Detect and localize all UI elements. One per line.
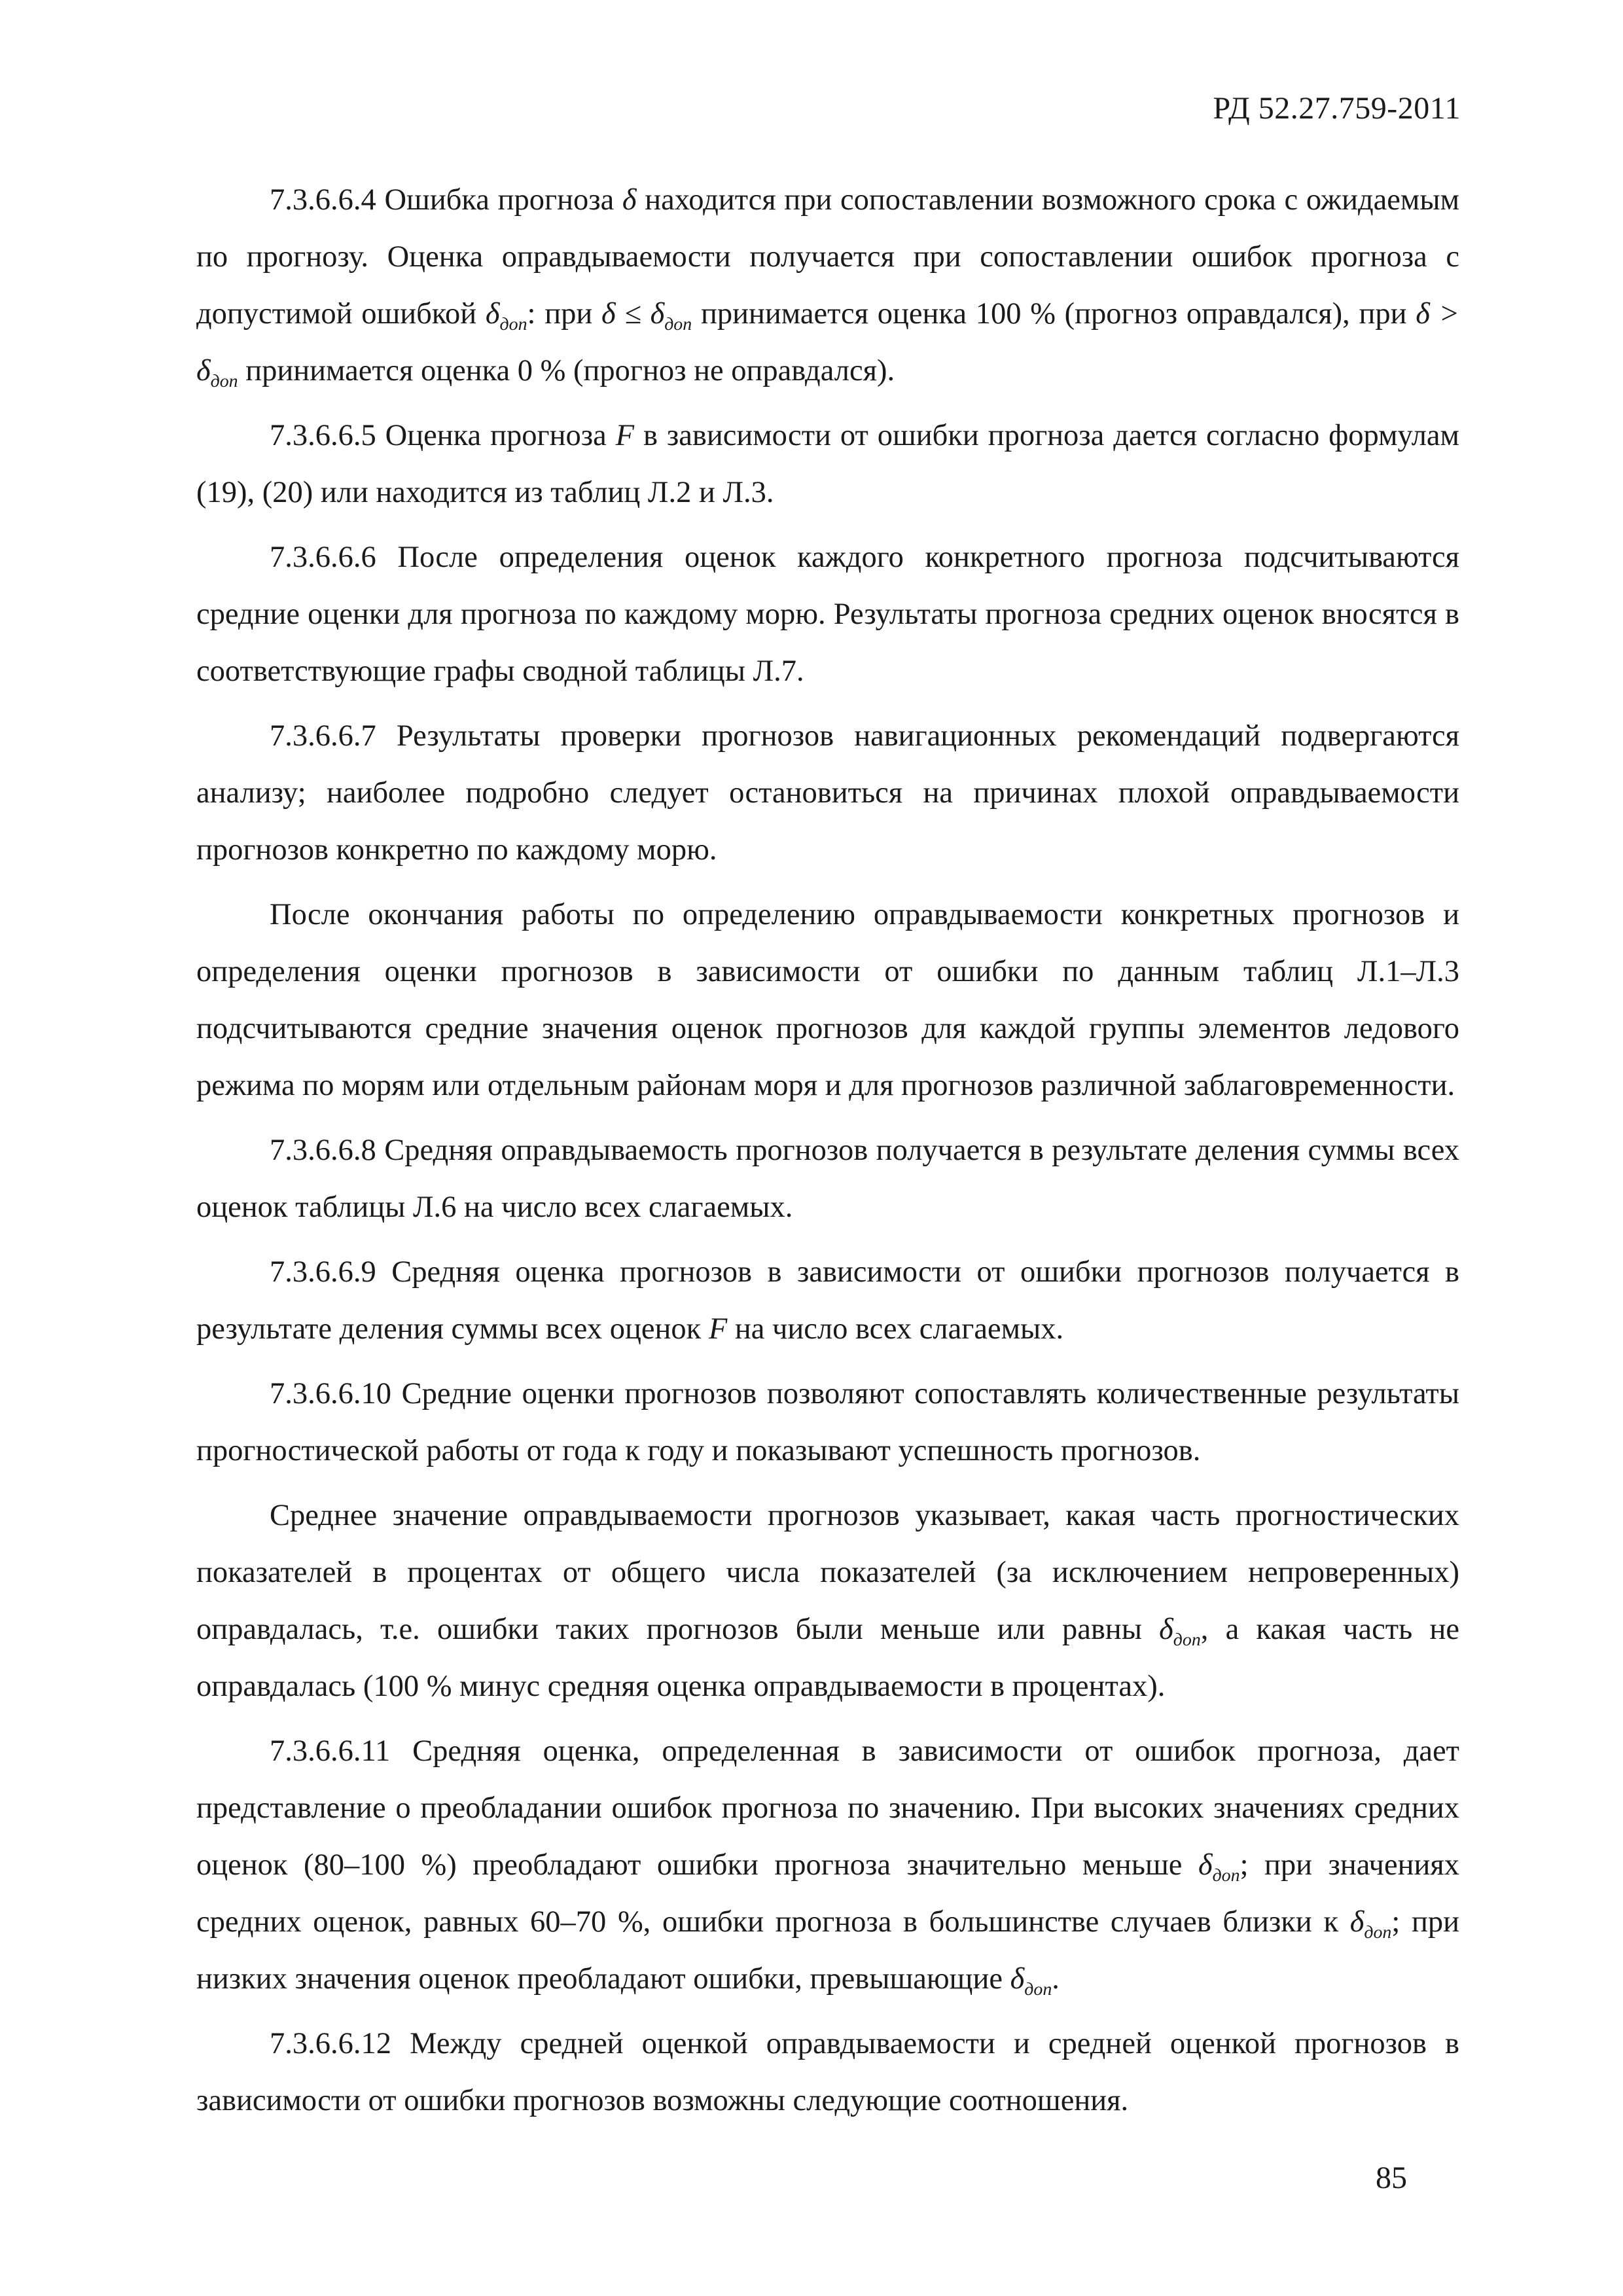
math-symbol	[601, 297, 692, 334]
text-run: 7.3.6.6.5 Оценка прогноза	[270, 419, 616, 452]
text-run: , а какая часть не оправдалась (100 % минус средняя оценка оправдываемости в процентах).	[196, 1613, 1459, 1703]
math-symbol	[1159, 1613, 1201, 1650]
math-base: δ	[485, 297, 500, 331]
paragraph-7-3-6-6-6	[196, 529, 1459, 700]
math-symbol	[1010, 1962, 1052, 2000]
text-run: 7.3.6.6.9 Средняя оценка прогнозов в зависимости от ошибки прогнозов получается в результате деления суммы всех оценок	[196, 1255, 1459, 1346]
paragraph-7-3-6-6-12	[196, 2015, 1459, 2129]
math-base: δ	[1010, 1962, 1025, 1996]
math-subscript: доп	[499, 314, 527, 334]
document-code-header: РД 52.27.759-2011	[1213, 91, 1461, 126]
math-symbol	[622, 183, 637, 217]
math-symbol	[1349, 1905, 1392, 1943]
math-symbol	[616, 419, 634, 452]
text-run: на число всех слагаемых.	[727, 1312, 1064, 1346]
math-base: δ ≤ δ	[601, 297, 665, 331]
text-run: 7.3.6.6.8 Средняя оправдываемость прогнозов получается в результате деления суммы всех оценок таблицы Л.6 на число всех слагаемых.	[196, 1134, 1459, 1224]
math-symbol	[709, 1312, 727, 1346]
document-body	[196, 171, 1459, 2129]
math-base: F	[615, 419, 635, 452]
math-base: F	[708, 1312, 728, 1346]
math-subscript: доп	[1173, 1629, 1201, 1650]
paragraph-7-3-6-6-7	[196, 708, 1459, 878]
math-subscript: доп	[1364, 1922, 1392, 1943]
text-run: 7.3.6.6.6 После определения оценок каждого конкретного прогноза подсчитываются средние оценки для прогноза по каждому морю. Результаты прогноза средних оценок вносятся в соответствующие графы сводной таблицы Л.7.	[196, 541, 1459, 688]
math-base: δ	[1349, 1905, 1364, 1939]
text-run: в зависимости от ошибки прогноза дается согласно формулам (19), (20) или находится из таблиц Л.2 и Л.3.	[196, 419, 1459, 509]
math-base: δ	[1198, 1848, 1213, 1882]
text-run: : при	[527, 297, 601, 331]
text-run: 7.3.6.6.12 Между средней оценкой оправдываемости и средней оценкой прогнозов в зависимости от ошибки прогнозов возможны следующие соотношения.	[196, 2027, 1459, 2117]
math-subscript: доп	[210, 370, 238, 391]
text-run: Среднее значение оправдываемости прогнозов указывает, какая часть прогностических показателей в процентах от общего числа показателей (за исключением непроверенных) оправдалась, т.е. ошибки таких прогнозов были меньше или равны	[196, 1499, 1459, 1646]
page-number: 85	[1376, 2161, 1407, 2195]
text-run: 7.3.6.6.7 Результаты проверки прогнозов навигационных рекомендаций подвергаются анализу; наиболее подробно следует остановиться на причинах плохой оправдываемости прогнозов конкретно по каждому морю.	[196, 719, 1459, 867]
text-run: принимается оценка 0 % (прогноз не оправдался).	[238, 354, 895, 387]
paragraph-7-3-6-6-4	[196, 171, 1459, 399]
math-subscript: доп	[1024, 1979, 1052, 2000]
text-run: .	[1052, 1962, 1060, 1996]
math-base: δ	[1159, 1613, 1173, 1646]
text-run: находится при сопоставлении возможного срока с ожидаемым по прогнозу. Оценка оправдываемости получается при сопоставлении ошибок прогноза с допустимой ошибкой	[196, 183, 1459, 331]
text-run: ; при низких значения оценок преобладают ошибки, превышающие	[196, 1905, 1459, 1996]
math-base: δ > δ	[196, 297, 1459, 387]
text-run: ; при значениях средних оценок, равных 60–70 %, ошибки прогноза в большинстве случаев близки к	[196, 1848, 1459, 1939]
paragraph-mean-value	[196, 1487, 1459, 1715]
text-run: принимается оценка 100 % (прогноз оправдался), при	[692, 297, 1416, 331]
text-run: 7.3.6.6.4 Ошибка прогноза	[270, 183, 622, 217]
paragraph-7-3-6-6-10	[196, 1365, 1459, 1479]
paragraph-7-3-6-6-11	[196, 1723, 1459, 2007]
math-subscript: доп	[1212, 1865, 1240, 1886]
paragraph-7-3-6-6-9	[196, 1244, 1459, 1357]
paragraph-7-3-6-6-8	[196, 1122, 1459, 1236]
text-run: После окончания работы по определению оправдываемости конкретных прогнозов и определения оценки прогнозов в зависимости от ошибки по данным таблиц Л.1–Л.3 подсчитываются средние значения оценок прогнозов для каждой группы элементов ледового режима по морям или отдельным районам моря и для прогнозов различной заблаговременности.	[196, 898, 1459, 1102]
math-symbol	[1198, 1848, 1240, 1886]
math-subscript: доп	[664, 314, 692, 334]
math-symbol	[485, 297, 527, 334]
text-run: 7.3.6.6.11 Средняя оценка, определенная в зависимости от ошибок прогноза, дает представление о преобладании ошибок прогноза по значению. При высоких значениях средних оценок (80–100 %) преобладают ошибки прогноза значительно меньше	[196, 1734, 1459, 1882]
text-run: 7.3.6.6.10 Средние оценки прогнозов позволяют сопоставлять количественные результаты прогностической работы от года к году и показывают успешность прогнозов.	[196, 1377, 1459, 1467]
math-base: δ	[622, 183, 637, 217]
paragraph-after-completion	[196, 886, 1459, 1114]
paragraph-7-3-6-6-5	[196, 407, 1459, 521]
